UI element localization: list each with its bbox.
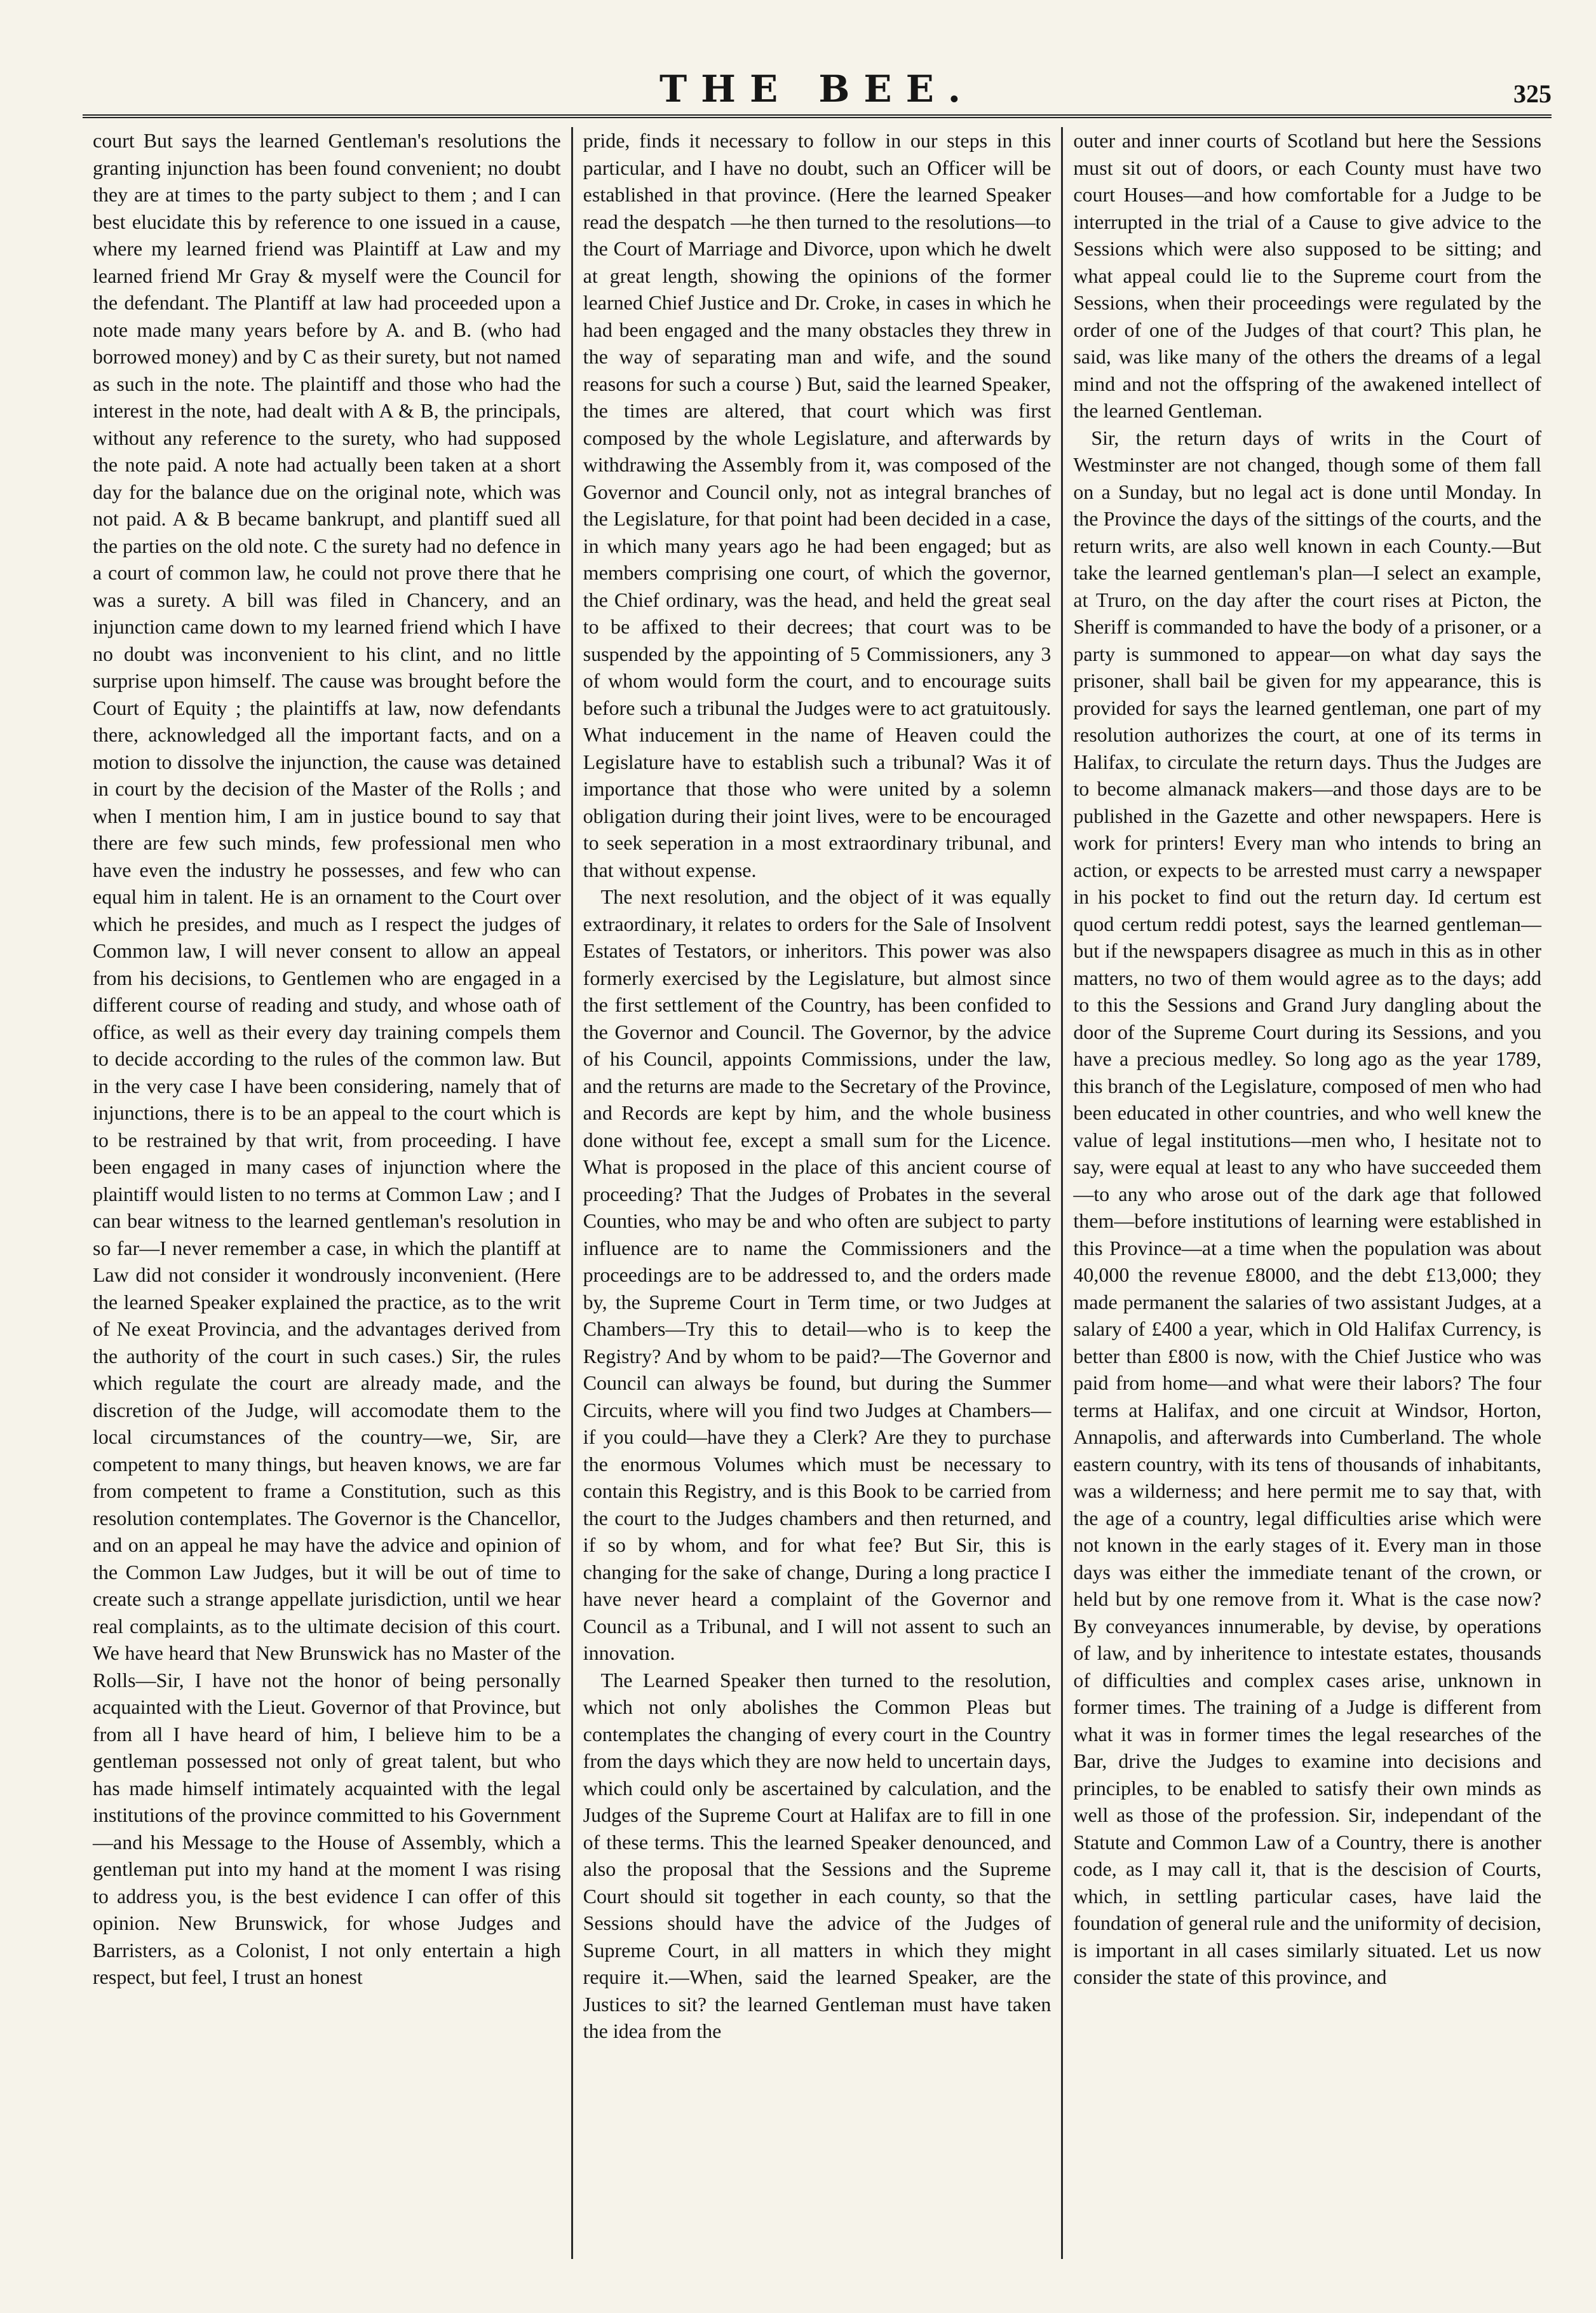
column-1 — [83, 127, 571, 2259]
paragraph: outer and inner courts of Scotland but here the Sessions must sit out of doors, or each County must have two court Houses—and how comfortable for a Judge to be interrupted in the trial of a Cause to give advice to the Sessions which were also supposed to be sitting; and what appeal could lie to the Supreme court from the Sessions, when their proceedings were regulated by the order of one of the Judges of that court? This plan, he said, was like many of the others the dreams of a legal mind and not the offspring of the awakened intellect of the learned Gentleman. — [1073, 129, 1542, 422]
paragraph: court But says the learned Gentleman's resolutions the granting injunction has been found convenient; no doubt they are at times to the party subject to them ; and I can best elucidate this by reference to one issued in a cause, where my learned friend was Plaintiff at Law and my learned friend Mr Gray & myself were the Council for the defendant. The Plantiff at law had proceeded upon a note made many years before by A. and B. (who had borrowed money) and by C as their surety, but not named as such in the note. The plaintiff and those who had the interest in the note, had dealt with A & B, the principals, without any reference to the surety, who had supposed the note paid. A note had actually been taken at a short day for the balance due on the original note, which was not paid. A & B became bankrupt, and plantiff sued all the parties on the old note. C the surety had no defence in a court of common law, he could not prove there that he was a surety. A bill was filed in Chancery, and an injunction came down to my learned friend which I have no doubt was inconvenient to his clint, and no little surprise upon himself. The cause was brought before the Court of Equity ; the plaintiffs at law, now defendants there, acknowledged all the important facts, and on a motion to dissolve the injunction, the cause was detained in court by the decision of the Master of the Rolls ; and when I mention him, I am in justice bound to say that there are few such minds, few professional men who have even the industry he possesses, and few who can equal him in talent. He is an ornament to the Court over which he presides, and much as I respect the judges of Common law, I will never consent to allow an appeal from his decisions, to Gentlemen who are engaged in a different course of reading and study, and whose oath of office, as well as their every day training compels them to decide according to the rules of the common law. But in the very case I have been considering, namely that of injunctions, there is to be an appeal to the court which is to be restrained by that writ, from proceeding. I have been engaged in many cases of injunction where the plaintiff would listen to no terms at Common Law ; and I can bear witness to the learned gentleman's resolution in so far—I never remember a case, in which the plantiff at Law did not consider it wondrously inconvenient. (Here the learned Speaker explained the practice, as to the writ of Ne exeat Provincia, and the advantages derived from the authority of the court in such cases.) Sir, the rules which regulate the court are already made, and the discretion of the Judge, will accomodate them to the local circumstances of the country—we, Sir, are competent to many things, but heaven knows, we are far from competent to frame a Constitution, such as this resolution contemplates. The Governor is the Chancellor, and on an appeal he may have the advice and opinion of the Common Law Judges, but it will be out of time to create such a strange appellate jurisdiction, until we hear real complaints, as to the ultimate decision of this court. We have heard that New Brunswick has no Master of the Rolls—Sir, I have not the honor of being personally acquainted with the Lieut. Governor of that Province, but from all I have heard of him, I believe him to be a gentleman possessed not only of great talent, but who has made himself intimately acquainted with the legal institutions of the province committed to his Government—and his Message to the House of Assembly, which a gentleman put into my hand at the moment I was rising to address you, is the best evidence I can offer of this opinion. New Brunswick, for whose Judges and Barristers, as a Colonist, I not only entertain a high respect, but feel, I trust an honest — [93, 129, 561, 1988]
paragraph: Sir, the return days of writs in the Court of Westminster are not changed, though some of them fall on a Sunday, but no legal act is done until Monday. In the Province the days of the sittings of the courts, and the return writs, are also well known in each County.—But take the learned gentleman's plan—I select an example, at Truro, on the day after the court rises at Picton, the Sheriff is commanded to have the body of a prisoner, or a party is summoned to appear—on what day says the prisoner, shall bail be given for my appearance, this is provided for says the learned gentleman, one part of my resolution authorizes the court, at one of its terms in Halifax, to circulate the return days. Thus the Judges are to become almanack makers—and those days are to be published in the Gazette and other newspapers. Here is work for printers! Every man who intends to bring an action, or expects to be arrested must carry a newspaper in his pocket to find out the return day. Id certum est quod certum reddi potest, says the learned gentleman—but if the newspapers disagree as much in this as in other matters, no two of them would agree as to the days; add to this the Sessions and Grand Jury dangling about the door of the Supreme Court during its Sessions, and you have a precious medley. So long ago as the year 1789, this branch of the Legislature, composed of men who had been educated in other countries, and who well knew the value of legal institutions—men who, I hesitate not to say, were equal at least to any who have succeeded them—to any who arose out of the dark age that followed them—before institutions of learning were established in this Province—at a time when the population was about 40,000 the revenue £8000, and the debt £13,000; they made permanent the salaries of two assistant Judges, at a salary of £400 a year, which in Old Halifax Currency, is better than £800 is now, with the Chief Justice who was paid from home—and what were their labors? The four terms at Halifax, and one circuit at Windsor, Horton, Annapolis, and afterwards into Cumberland. The whole eastern country, with its tens of thousands of inhabitants, was a wilderness; and here permit me to say that, with the age of a country, legal difficulties arise which were not known in the early stages of it. Every man in those days was either the immediate tenant of the crown, or held but by one remove from it. What is the case now? By conveyances innumerable, by devise, by operations of law, and by inheritence to intestate estates, thousands of difficulties and complex cases arise, unknown in former times. The training of a Judge is different from what it was in former times the legal researches of the Bar, drive the Judges to examine into decisions and principles, to be enabled to satisfy their own minds as well as those of the profession. Sir, independant of the Statute and Common Law of a Country, there is another code, as I may call it, that is the descision of Courts, which, in settling particular cases, have laid the foundation of general rule and the uniformity of decision, is important in all cases similarly situated. Let us now consider the state of this province, and — [1073, 426, 1542, 1988]
newspaper-title: THE BEE. — [659, 67, 975, 111]
page-number: 325 — [1513, 79, 1552, 108]
article-columns — [83, 127, 1552, 2259]
column-2 — [571, 127, 1062, 2259]
paragraph: The Learned Speaker then turned to the resolution, which not only abolishes the Common Pleas but contemplates the changing of every court in the Country from the days which they are now held to uncertain days, which could only be ascertained by calculation, and the Judges of the Supreme Court at Halifax are to fill in one of these terms. This the learned Speaker denounced, and also the proposal that the Sessions and the Supreme Court should sit together in each county, so that the Sessions should have the advice of the Judges of Supreme Court, in all matters in which they might require it.—When, said the learned Speaker, are the Justices to sit? the learned Gentleman must have taken the idea from the — [583, 1668, 1052, 2042]
masthead — [83, 67, 1552, 118]
paragraph: The next resolution, and the object of it was equally extraordinary, it relates to orders for the Sale of Insolvent Estates of Testators, or inheritors. This power was also formerly exercised by the Legislature, but almost since the first settlement of the Country, has been confided to the Governor and Council. The Governor, by the advice of his Council, appoints Commissions, under the law, and the returns are made to the Secretary of the Province, and Records are kept by him, and the whole business done without fee, except a small sum for the Licence. What is proposed in the place of this ancient course of proceeding? That the Judges of Probates in the several Counties, who may be and who often are subject to party influence are to name the Commissioners and the proceedings are to be addressed to, and the orders made by, the Supreme Court in Term time, or two Judges at Chambers—Try this to detail—who is to keep the Registry? And by whom to be paid?—The Governor and Council can always be found, but during the Summer Circuits, where will you find two Judges at Chambers—if you could—have they a Clerk? Are they to purchase the enormous Volumes which must be necessary to contain this Registry, and is this Book to be carried from the court to the Judges chambers and then returned, and if so by whom, and for what fee? But Sir, this is changing for the sake of change, During a long practice I have never heard a complaint of the Governor and Council as a Tribunal, and I will not assent to such an innovation. — [583, 885, 1052, 1664]
column-3 — [1061, 127, 1552, 2259]
paragraph: pride, finds it necessary to follow in our steps in this particular, and I have no doubt, such an Officer will be established in that province. (Here the learned Speaker read the despatch —he then turned to the resolutions—to the Court of Marriage and Divorce, upon which he dwelt at great length, showing the opinions of the former learned Chief Justice and Dr. Croke, in cases in which he had been engaged and the many obstacles they threw in the way of separating man and wife, and the sound reasons for such a course ) But, said the learned Speaker, the times are altered, that court which was first composed by the whole Legislature, and afterwards by withdrawing the Assembly from it, was composed of the Governor and Council only, not as integral branches of the Legislature, for that point had been decided in a case, in which many years ago he had been engaged; but as members comprising one court, of which the governor, the Chief ordinary, was the head, and held the great seal to be affixed to their decrees; that court was to be suspended by the appointing of 5 Commissioners, any 3 of whom would form the court, and to encourage suits before such a tribunal the Judges were to act gratuitously. What inducement in the name of Heaven could the Legislature have to establish such a tribunal? Was it of importance that those who were united by a solemn obligation during their joint lives, were to be encouraged to seek seperation in a most extraordinary tribunal, and that without expense. — [583, 129, 1052, 881]
